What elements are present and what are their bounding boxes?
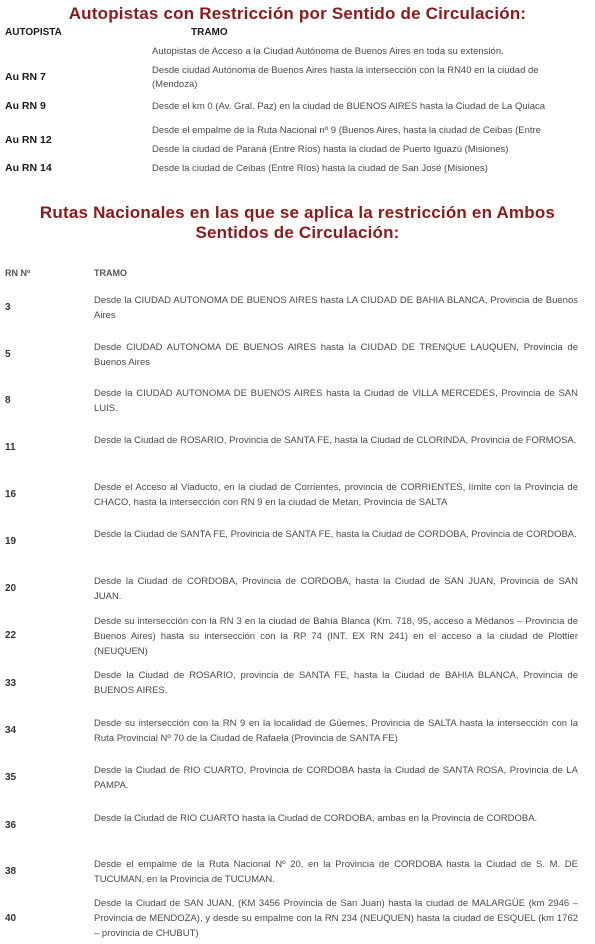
ruta-tramo: Desde la Ciudad de RIO CUARTO hasta la Ciudad de CORDOBA, ambas en la Provincia de CORDOBA. [94, 813, 538, 824]
autopista-row-id: Au RN 9 [5, 100, 46, 112]
col-tramo-header: TRAMO [94, 268, 127, 278]
ruta-tramo: Desde la Ciudad de CORDOBA, Provincia de CORDOBA, hasta la Ciudad de SAN JUAN, Provincia de SAN JUAN. [94, 576, 578, 602]
section2-title-line1: Rutas Nacionales en las que se aplica la restricción en Ambos [39, 203, 556, 222]
autopista-row-id: Au RN 14 [5, 162, 52, 174]
ruta-number: 11 [5, 442, 16, 453]
autopista-row-id: Au RN 7 [5, 71, 46, 83]
section2-title-line2: Sentidos de Circulación: [195, 223, 400, 242]
ruta-number: 5 [5, 349, 11, 360]
ruta-tramo: Desde la CIUDAD AUTONOMA DE BUENOS AIRES hasta la Ciudad de VILLA MERCEDES, Provincia de SAN LUIS. [94, 388, 578, 414]
ruta-tramo: Desde CIUDAD AUTONOMA DE BUENOS AIRES hasta la CIUDAD DE TRENQUE LAUQUEN, Provincia de Buenos Aires [94, 342, 578, 368]
ruta-tramo: Desde el Acceso al Viaducto, en la ciudad de Corrientes, provincia de CORRIENTES, límite con la Provincia de CHACO, hasta la intersección con RN 9 en la ciudad de Metan, Provincia de SALTA [94, 482, 578, 508]
autopista-row-tramo: Desde ciudad Autónoma de Buenos Aires hasta la intersección con la RN40 en la ciudad de [152, 65, 539, 76]
ruta-number: 19 [5, 536, 17, 547]
autopista-row-tramo: Desde la ciudad de Ceibas (Entre Ríos) hasta la ciudad de San José (Misiones) [152, 163, 488, 174]
ruta-tramo: Desde la Ciudad de ROSARIO, Provincia de SANTA FE, hasta la Ciudad de CLORINDA, Provincia de FORMOSA. [94, 435, 577, 446]
ruta-number: 35 [5, 772, 17, 783]
ruta-number: 34 [5, 725, 17, 736]
ruta-tramo: Desde su intersección con la RN 3 en la ciudad de Bahía Blanca (Km. 718, 95, acceso a Médanos – Provincia de Buenos Aires) hasta su intersección con la RP 74 (INT. EX RN 241) en el acceso a la ciudad de Plottier (NEUQUEN) [94, 616, 578, 657]
ruta-number: 36 [5, 820, 17, 831]
autopista-row-tramo: Desde la ciudad de Paraná (Entre Ríos) hasta la ciudad de Puerto Iguazú (Misiones) [152, 144, 509, 155]
ruta-tramo: Desde la Ciudad de SANTA FE, Provincia de SANTA FE, hasta la Ciudad de CORDOBA, Provincia de CORDOBA. [94, 529, 577, 540]
autopista-row-id: Au RN 12 [5, 134, 52, 146]
ruta-tramo: Desde la Ciudad de SAN JUAN, (KM 3456 Provincia de San Juan) hasta la ciudad de MALARGÜE (km 2946 – Provincia de MENDOZA), y desde su empalme con la RN 234 (NEUQUEN) hasta la ciudad de ESQUEL (km 1762 – provincia de CHUBUT) [94, 898, 578, 939]
ruta-tramo: Desde la CIUDAD AUTONOMA DE BUENOS AIRES hasta LA CIUDAD DE BAHIA BLANCA, Provincia de Buenos Aires [94, 295, 578, 321]
ruta-tramo: Desde el empalme de la Ruta Nacional Nº 20, en la Provincia de CORDOBA hasta la Ciudad de S. M. DE TUCUMAN, en la Provincia de TUCUMAN. [94, 859, 578, 885]
col-autopista-header: AUTOPISTA [5, 27, 62, 38]
ruta-tramo: Desde su intersección con la RN 9 en la localidad de Güemes, Provincia de SALTA hasta la intersección con la Ruta Provincial Nº 70 de la Ciudad de Rafaela (Provincia de SANTA FE) [94, 718, 578, 744]
ruta-tramo: Desde la Ciudad de RIO CUARTO, Provincia de CORDOBA hasta la Ciudad de SANTA ROSA, Provincia de LA PAMPA. [94, 765, 578, 791]
autopista-row-tramo: Autopistas de Acceso a la Ciudad Autónoma de Buenos Aires en toda su extensión. [152, 46, 504, 57]
ruta-number: 33 [5, 678, 17, 689]
autopista-row-tramo: Desde el empalme de la Ruta Nacional nº 9 (Buenos Aires, hasta la ciudad de Ceibas (Entre [152, 125, 541, 136]
col-rn-header: RN Nº [5, 268, 31, 278]
ruta-tramo: Desde la Ciudad de ROSARIO, provincia de SANTA FE, hasta la Ciudad de BAHIA BLANCA, Provincia de BUENOS AIRES. [94, 670, 578, 696]
ruta-number: 40 [5, 913, 17, 924]
ruta-number: 8 [5, 395, 11, 406]
autopista-row-tramo: (Mendoza) [152, 79, 198, 90]
section1-title: Autopistas con Restricción por Sentido de Circulación: [68, 4, 527, 23]
ruta-number: 16 [5, 489, 17, 500]
autopista-row-tramo: Desde el km 0 (Av. Gral. Paz) en la ciudad de BUENOS AIRES hasta la Ciudad de La Quiaca [152, 101, 546, 112]
ruta-number: 3 [5, 302, 11, 313]
ruta-number: 38 [5, 866, 17, 877]
ruta-number: 22 [5, 630, 17, 641]
ruta-number: 20 [5, 583, 17, 594]
col-tramo-header: TRAMO [191, 27, 228, 38]
